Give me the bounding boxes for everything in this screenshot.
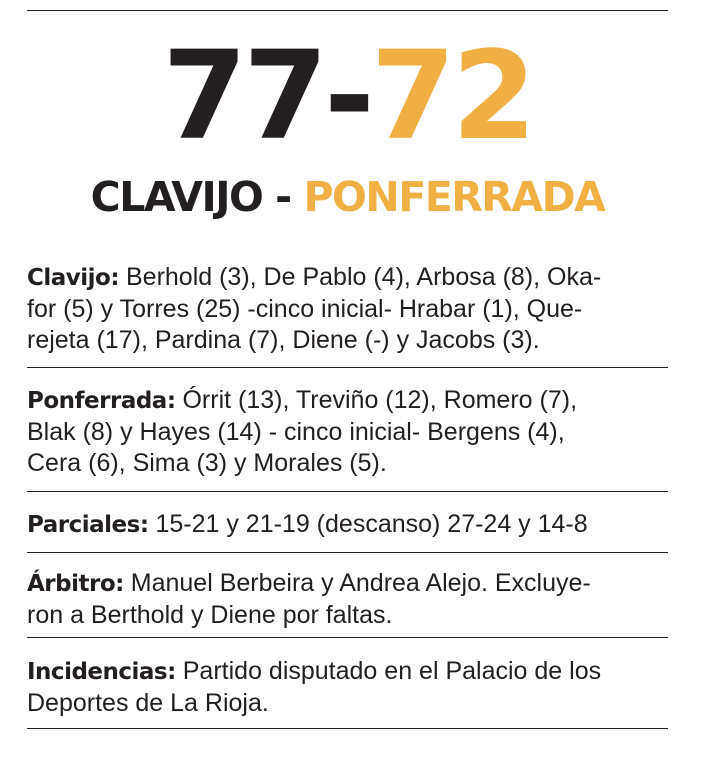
- section-divider: [27, 552, 668, 553]
- section-text: Manuel Berbeira y Andrea Alejo. Excluye-: [123, 569, 591, 597]
- section-line: ron a Berthold y Diene por faltas.: [27, 601, 393, 629]
- section-text: 15-21 y 21-19 (descanso) 27-24 y 14-8: [148, 510, 588, 538]
- home-score: 77: [162, 25, 325, 167]
- section-referee: [27, 568, 668, 631]
- section-line: [27, 262, 668, 294]
- away-score: 72: [370, 25, 533, 167]
- section-home-lineup: [27, 262, 668, 356]
- section-label: Ponferrada:: [27, 388, 176, 414]
- section-label: Clavijo:: [27, 265, 120, 291]
- section-text: Órrit (13), Treviño (12), Romero (7),: [175, 386, 578, 414]
- score-separator: -: [324, 25, 371, 167]
- home-team-name: CLAVIJO: [90, 173, 263, 221]
- section-text: Berhold (3), De Pablo (4), Arbosa (8), Oka-: [119, 263, 602, 291]
- section-label: Parciales:: [27, 512, 149, 538]
- final-score: [27, 25, 668, 167]
- section-line: [27, 656, 668, 688]
- section-line: Deportes de La Rioja.: [27, 689, 269, 717]
- section-divider: [27, 637, 668, 638]
- section-partials: [27, 509, 668, 541]
- section-away-lineup: [27, 385, 668, 479]
- section-line: Blak (8) y Hayes (14) - cinco inicial- Bergens (4),: [27, 418, 565, 446]
- teams-heading: [27, 173, 668, 221]
- section-line: Cera (6), Sima (3) y Morales (5).: [27, 449, 387, 477]
- bottom-divider: [27, 728, 668, 729]
- top-divider: [27, 10, 668, 11]
- section-line: for (5) y Torres (25) -cinco inicial- Hrabar (1), Que-: [27, 295, 583, 323]
- section-line: [27, 509, 668, 541]
- section-divider: [27, 367, 668, 368]
- away-team-name: PONFERRADA: [303, 173, 605, 221]
- section-incidents: [27, 656, 668, 719]
- section-line: rejeta (17), Pardina (7), Diene (-) y Jacobs (3).: [27, 326, 540, 354]
- section-text: Partido disputado en el Palacio de los: [175, 657, 602, 685]
- scoreboard-header: [27, 0, 668, 221]
- section-label: Incidencias:: [27, 659, 176, 685]
- section-divider: [27, 491, 668, 492]
- teams-separator: -: [262, 173, 304, 221]
- section-line: [27, 385, 668, 417]
- section-label: Árbitro:: [27, 571, 124, 597]
- section-line: [27, 568, 668, 600]
